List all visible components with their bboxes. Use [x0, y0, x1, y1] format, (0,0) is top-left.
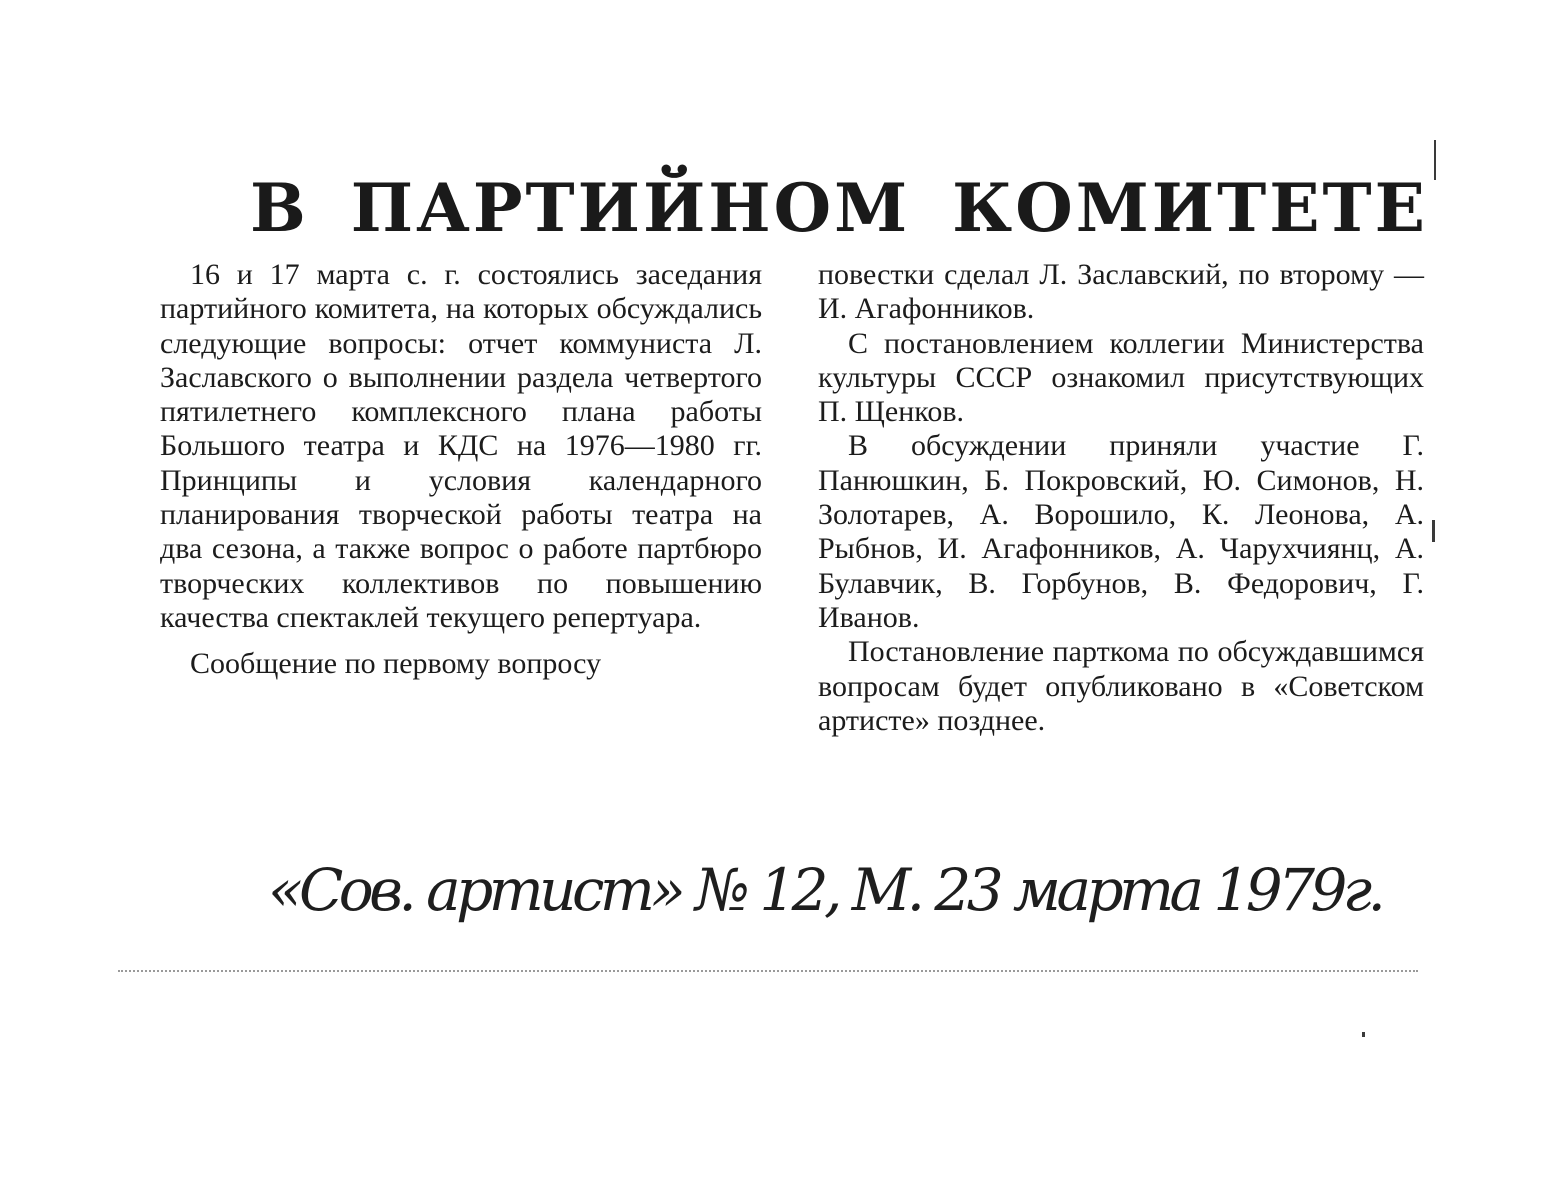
edge-mark: [1434, 140, 1436, 180]
handwritten-note-text: «Сов. артист» № 12, М. 23 марта 1979г.: [268, 856, 1388, 924]
edge-mark: [1362, 1032, 1365, 1037]
right-paragraph-2: С постановлением коллегии Министерства культуры СССР ознакомил присутствующих П. Щенков.: [818, 326, 1424, 429]
edge-mark: [1432, 520, 1435, 542]
right-paragraph-4: Постановление парткома по обсуждавшимся вопросам будет опубликовано в «Советском артисте» позднее.: [818, 635, 1424, 737]
left-paragraph-1: 16 и 17 марта с. г. состоялись заседания партийного комитета, на которых обсуждались следующие вопросы: отчет коммуниста Л. Заславского о выполнении раздела четвертого пятилетнего комплексного плана работы Большого театра и КДС на 1976—1980 гг. Принципы и условия календарного планирования творческой работы театра на два сезона, а также вопрос о работе партбюро творческих коллективов по повышению качества спектаклей текущего репертуара.: [160, 258, 762, 634]
handwritten-source-note: [268, 838, 1408, 948]
clipping-bottom-edge: [118, 970, 1418, 972]
left-paragraph-2: Сообщение по первому вопросу: [190, 647, 602, 681]
right-paragraph-1: повестки сделал Л. Заславский, по второму — И. Агафонников.: [818, 258, 1424, 326]
right-column: [818, 258, 1424, 738]
handwriting-svg: [268, 838, 1408, 948]
right-paragraph-3: В обсуждении приняли участие Г. Панюшкин, Б. Покровский, Ю. Симонов, Н. Золотарев, А. Ворошило, К. Леонова, А. Рыбнов, И. Агафонников, А. Чарухчиянц, А. Булавчик, В. Горбунов, В. Федорович, Г. Иванов.: [818, 429, 1424, 634]
left-column: [160, 258, 762, 682]
headline: В ПАРТИЙНОМ КОМИТЕТЕ: [250, 169, 1428, 247]
